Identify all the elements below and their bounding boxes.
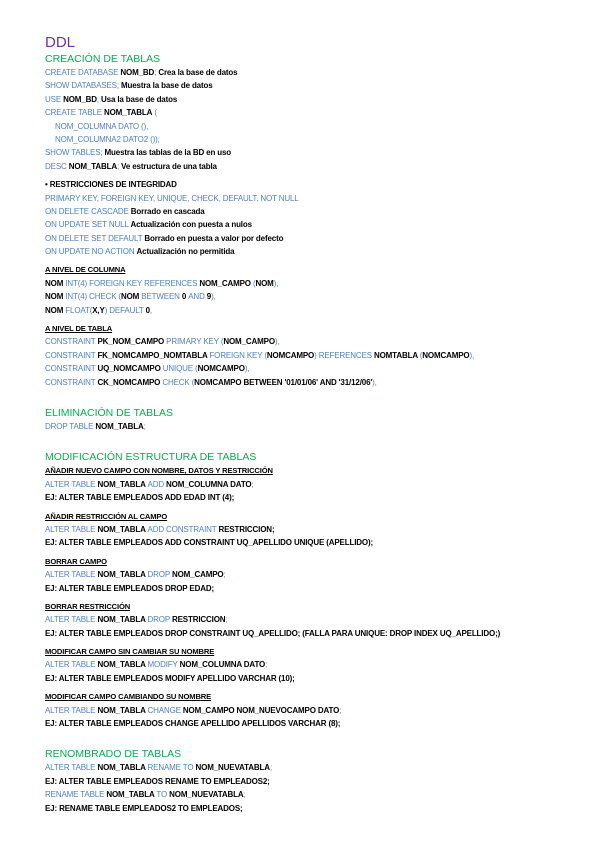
text-segment: USE [45,94,64,104]
subheading-modificacion: BORRAR RESTRICCIÓN [45,601,131,611]
text-segment: ADD CONSTRAINT [147,524,219,534]
text-segment: Borrado en cascada [130,206,205,216]
restricciones-block [45,178,585,258]
text-segment: ALTER TABLE [45,524,98,534]
text-segment: NOM [45,305,66,315]
text-segment: X,Y [92,305,105,315]
text-line [45,79,585,92]
text-segment: NOM_COLUMNA2 DATO2 ()); [55,134,160,144]
text-line [45,290,585,303]
text-segment: PK_NOM_CAMPO [97,337,167,347]
creacion-block [45,66,585,173]
text-segment: ADD [147,479,167,489]
text-line [45,523,585,536]
text-segment: ALTER TABLE [45,660,98,670]
text-line [45,658,585,671]
text-line [45,478,585,491]
text-line [45,66,585,79]
text-segment: CREATE TABLE [45,108,104,118]
tabla-block [45,335,585,389]
text-segment: INT(4) CHECK ( [65,292,121,302]
text-segment: CONSTRAINT [45,377,98,387]
text-segment: DROP [147,615,172,625]
text-segment: TO [156,790,170,800]
text-segment: NOM_TABLA [95,421,144,431]
text-segment: NOM_BD [63,94,97,104]
text-segment: NOM_TABLA [106,790,157,800]
text-segment: CONSTRAINT [45,350,98,360]
text-segment: EJ: ALTER TABLE EMPLEADOS MODIFY APELLIDO VARCHAR (10); [45,673,295,683]
text-line [45,582,585,595]
text-line [45,192,585,205]
heading-creacion: CREACIÓN DE TABLAS [45,53,161,65]
text-segment: CK_NOMCAMPO [97,377,163,387]
text-segment: ALTER TABLE [45,570,98,580]
text-segment: ; [269,763,272,773]
text-segment: NOM [120,292,142,302]
text-segment: CREATE DATABASE [45,68,121,77]
text-segment: NOM [45,292,66,302]
text-line [45,120,585,133]
text-segment: ), [372,377,377,387]
heading-eliminacion: ELIMINACIÓN DE TABLAS [45,406,173,419]
text-segment: Actualización con puesta a nulos [130,220,252,230]
text-line [45,491,585,504]
text-line [45,245,585,258]
text-segment: NOMCAMPO BETWEEN '01/01/06' AND '31/12/06' [194,377,373,387]
text-segment: EJ: ALTER TABLE EMPLEADOS DROP CONSTRAINT UQ_APELLIDO; (FALLA PARA UNIQUE: DROP INDEX UQ_APELLIDO;) [45,628,501,638]
text-segment: NOM_TABLA [97,479,148,489]
text-segment: EJ: ALTER TABLE EMPLEADOS RENAME TO EMPLEADOS2; [45,776,270,786]
text-line [45,761,585,774]
text-segment: AND [188,292,207,302]
text-segment: PRIMARY KEY ( [166,337,224,347]
text-segment: 0 [145,305,150,315]
text-segment: ON DELETE SET DEFAULT [45,233,145,243]
text-segment: CHANGE [147,705,183,715]
text-segment: ), [469,350,475,360]
text-segment: EJ: ALTER TABLE EMPLEADOS ADD EDAD INT (4); [45,493,235,503]
text-segment: EJ: ALTER TABLE EMPLEADOS CHANGE APELLIDO APELLIDOS VARCHAR (8); [45,719,341,729]
text-segment: NOM_TABLA [97,570,148,580]
text-segment: FOREIGN KEY ( [209,350,267,360]
text-segment: Crea la base de datos [158,68,238,77]
text-segment: NOM_CAMPO [199,278,253,288]
text-segment: NOM_NUEVATABLA [169,790,244,800]
text-segment: ; [143,421,146,431]
text-segment: ALTER TABLE [45,763,98,773]
text-line [45,106,585,119]
text-segment: FLOAT( [65,305,93,315]
text-segment: NOM_CAMPO [223,337,275,347]
renombrado-block [45,761,585,815]
text-line [45,277,585,290]
text-segment: , [149,305,152,315]
subheading-modificacion: MODIFICAR CAMPO CAMBIANDO SU NOMBRE [45,692,212,702]
text-segment: PRIMARY KEY, FOREIGN KEY, UNIQUE, CHECK, DEFAULT, NOT NULL [45,193,299,203]
text-segment: ; [251,479,254,489]
text-segment: ( [419,350,423,360]
text-line [45,717,585,730]
text-line [45,613,585,626]
text-segment: NOMCAMPO [266,350,315,360]
text-line [45,704,585,717]
text-segment: ) DEFAULT [104,305,146,315]
text-segment: 0 [181,292,189,302]
text-segment: NOM_TABLA [97,763,148,773]
text-line [45,775,585,788]
text-segment: INT(4) FOREIGN KEY REFERENCES [65,278,200,288]
heading-modificacion: MODIFICACIÓN ESTRUCTURA DE TABLAS [45,451,257,464]
text-line [45,362,585,375]
text-segment: ; [265,660,268,670]
text-segment: CHECK ( [162,377,195,387]
text-line [45,146,585,159]
text-segment: ON UPDATE SET NULL [45,220,131,230]
text-segment: SHOW DATABASES; [45,81,121,91]
text-segment: ), [273,278,279,288]
text-segment: ALTER TABLE [45,705,98,715]
text-line [45,178,585,191]
text-segment: 9 [206,292,212,302]
text-line [45,788,585,801]
text-segment: NOM_TABLA [97,524,148,534]
text-segment: NOM_COLUMNA DATO [166,479,252,489]
text-segment: ; [223,570,226,580]
text-segment: MODIFY [147,660,180,670]
text-segment: DROP TABLE [45,421,96,431]
text-segment: NOM_TABLA [97,705,148,715]
text-segment: ), [244,364,250,374]
text-segment: EJ: ALTER TABLE EMPLEADOS ADD CONSTRAINT UQ_APELLIDO UNIQUE (APELLIDO); [45,538,374,548]
text-segment: NOM_TABLA [97,615,148,625]
text-segment: Muestra la base de datos [120,81,213,91]
text-segment: ALTER TABLE [45,479,98,489]
text-segment: NOMCAMPO [197,364,245,374]
text-line [45,205,585,218]
text-segment: NOM_NUEVATABLA [195,763,270,773]
text-segment: Ve estructura de una tabla [121,161,217,171]
text-segment: ), [274,337,280,347]
text-segment: ( [252,278,256,288]
text-segment: DROP [147,570,172,580]
text-segment: RENAME TABLE [45,790,107,800]
columna-block [45,277,585,317]
text-segment: NOM_BD [120,68,155,77]
text-segment: • RESTRICCIONES DE INTEGRIDAD [45,180,177,190]
subheading-modificacion: AÑADIR NUEVO CAMPO CON NOMBRE, DATOS Y RESTRICCIÓN [45,466,273,476]
text-line [45,672,585,685]
text-segment: ; [271,524,275,534]
modificacion-block [45,464,585,730]
text-segment: ) REFERENCES [314,350,374,360]
text-segment: UNIQUE ( [162,364,198,374]
text-segment: BETWEEN [141,292,182,302]
text-line [45,349,585,362]
subheading-tabla: A NIVEL DE TABLA [45,324,113,334]
text-segment: EJ: RENAME TABLE EMPLEADOS2 TO EMPLEADOS; [45,803,243,813]
subheading-modificacion: MODIFICAR CAMPO SIN CAMBIAR SU NOMBRE [45,647,215,657]
text-segment: CONSTRAINT [45,337,98,347]
text-segment: Actualización no permitida [136,247,235,257]
text-segment: RESTRICCION [171,615,226,625]
text-segment: RENAME TO [147,763,196,773]
text-segment: DESC [45,161,69,171]
text-segment: ), [211,292,216,302]
text-line [45,536,585,549]
text-segment: Borrado en puesta a valor por defecto [144,233,284,243]
text-line [45,304,585,317]
eliminacion-block [45,420,585,433]
text-line [45,160,585,173]
text-segment: EJ: ALTER TABLE EMPLEADOS DROP EDAD; [45,583,214,593]
text-segment: ; [225,615,228,625]
text-segment: SHOW TABLES; [45,148,105,158]
text-segment: RESTRICCION [218,524,272,534]
text-segment: Muestra las tablas de la BD en uso [104,148,232,158]
text-segment: NOM_CAMPO NOM_NUEVOCAMPO DATO [182,705,340,715]
text-line [45,420,585,433]
text-line [45,376,585,389]
text-segment: NOMTABLA [373,350,420,360]
text-segment: ; [243,790,246,800]
text-line [45,133,585,146]
text-segment: NOMCAMPO [422,350,470,360]
text-segment: ; [339,705,342,715]
text-segment: NOM_TABLA [68,161,117,171]
subheading-columna: A NIVEL DE COLUMNA [45,265,126,275]
text-segment: ; [154,68,159,77]
text-line [45,232,585,245]
text-segment: ON UPDATE NO ACTION [45,247,137,257]
text-segment: NOM_COLUMNA DATO [179,660,266,670]
text-segment: ALTER TABLE [45,615,98,625]
text-segment: ; [116,161,122,171]
heading-renombrado: RENOMBRADO DE TABLAS [45,748,182,761]
text-line [45,627,585,640]
document-body [45,34,585,815]
text-line [45,568,585,581]
document-title: DDL [45,34,76,51]
subheading-modificacion: BORRAR CAMPO [45,556,107,566]
text-line [45,93,585,106]
text-segment: NOM_COLUMNA DATO (), [55,121,149,131]
text-segment: Usa la base de datos [101,94,178,104]
text-segment: ( [152,108,157,118]
text-segment: NOM [255,278,274,288]
text-segment: ; [96,94,102,104]
text-segment: ON DELETE CASCADE [45,206,131,216]
text-segment: FK_NOMCAMPO_NOMTABLA [97,350,210,360]
text-segment: NOM_TABLA [97,660,148,670]
text-segment: NOM [45,278,66,288]
text-segment: NOM_CAMPO [171,570,224,580]
text-line [45,802,585,815]
text-line [45,335,585,348]
text-segment: UQ_NOMCAMPO [97,364,163,374]
text-segment: NOM_TABLA [103,108,153,118]
text-line [45,218,585,231]
subheading-modificacion: AÑADIR RESTRICCIÓN AL CAMPO [45,511,168,521]
text-segment: CONSTRAINT [45,364,98,374]
